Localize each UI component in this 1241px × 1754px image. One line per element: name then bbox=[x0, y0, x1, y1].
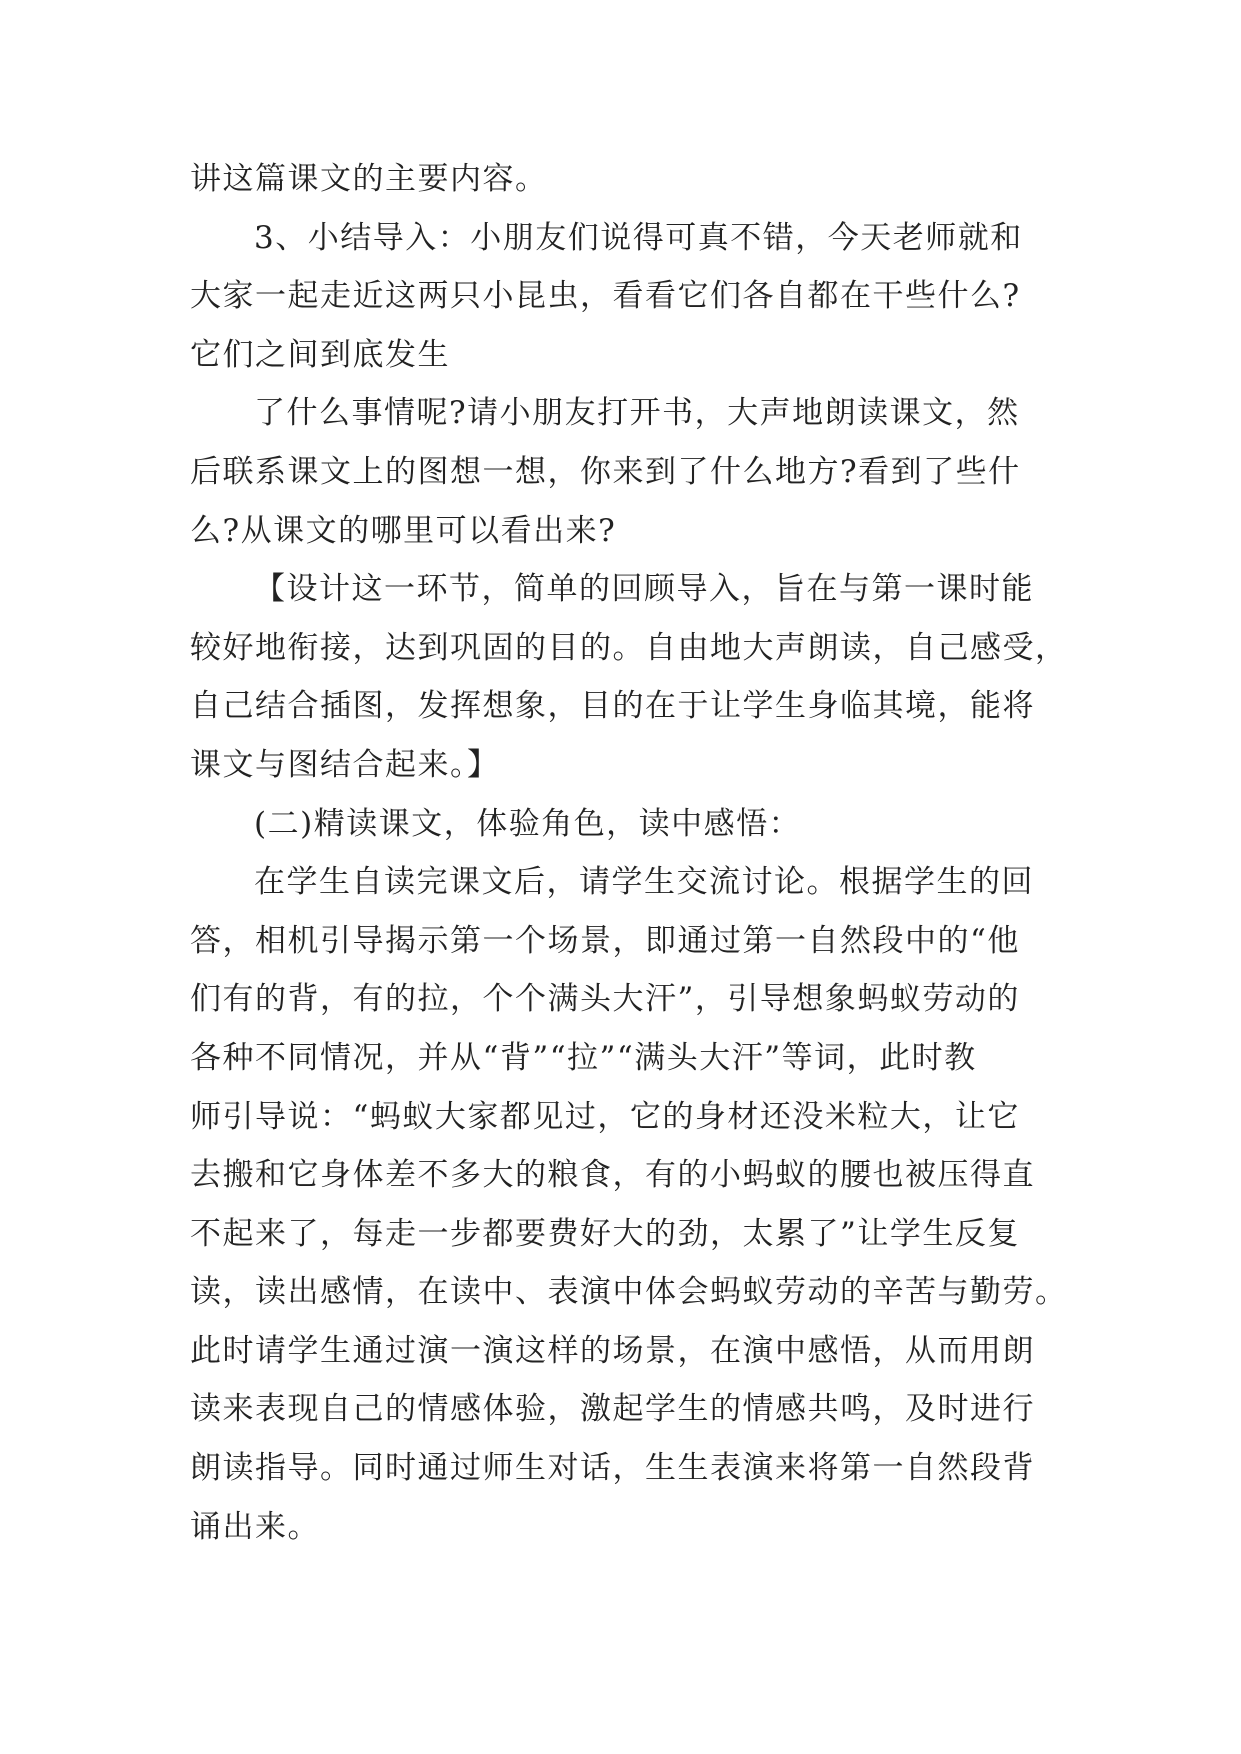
text-line: 各种不同情况，并从“背”“拉”“满头大汗”等词，此时教 bbox=[190, 1039, 977, 1076]
text-line: 它们之间到底发生 bbox=[190, 336, 450, 373]
text-line: (二)精读课文，体验角色，读中感悟： bbox=[254, 805, 802, 842]
text-line: 3、小结导入：小朋友们说得可真不错，今天老师就和 bbox=[254, 219, 1023, 256]
text-line: 师引导说：“蚂蚁大家都见过，它的身材还没米粒大，让它 bbox=[190, 1098, 1020, 1135]
text-line: 么?从课文的哪里可以看出来? bbox=[190, 512, 617, 549]
text-line: 了什么事情呢?请小朋友打开书，大声地朗读课文，然 bbox=[254, 395, 1020, 432]
text-line: 较好地衔接，达到巩固的目的。自由地大声朗读，自己感受， bbox=[190, 629, 1068, 666]
text-line: 课文与图结合起来。】 bbox=[190, 746, 500, 783]
document-page bbox=[190, 150, 1068, 1556]
text-line: 后联系课文上的图想一想，你来到了什么地方?看到了些什 bbox=[190, 453, 1021, 490]
text-line: 去搬和它身体差不多大的粮食，有的小蚂蚁的腰也被压得直 bbox=[190, 1157, 1035, 1194]
text-line: 朗读指导。同时通过师生对话，生生表演来将第一自然段背 bbox=[190, 1450, 1035, 1487]
text-line: 答，相机引导揭示第一个场景，即通过第一自然段中的“他 bbox=[190, 922, 1020, 959]
text-line: 在学生自读完课文后，请学生交流讨论。根据学生的回 bbox=[254, 864, 1034, 901]
text-line: 不起来了，每走一步都要费好大的劲，太累了”让学生反复 bbox=[190, 1215, 1020, 1252]
text-line: 们有的背，有的拉，个个满头大汗”，引导想象蚂蚁劳动的 bbox=[190, 981, 1020, 1018]
text-line: 自己结合插图，发挥想象，目的在于让学生身临其境，能将 bbox=[190, 688, 1035, 725]
text-line: 读，读出感情，在读中、表演中体会蚂蚁劳动的辛苦与勤劳。 bbox=[190, 1274, 1068, 1311]
text-line: 读来表现自己的情感体验，激起学生的情感共鸣，及时进行 bbox=[190, 1391, 1035, 1428]
text-line: 讲这篇课文的主要内容。 bbox=[190, 161, 548, 197]
text-line: 此时请学生通过演一演这样的场景，在演中感悟，从而用朗 bbox=[190, 1332, 1035, 1369]
text-line: 【设计这一环节，简单的回顾导入，旨在与第一课时能 bbox=[254, 571, 1034, 608]
text-line: 大家一起走近这两只小昆虫，看看它们各自都在干些什么? bbox=[190, 278, 1021, 315]
text-line: 诵出来。 bbox=[190, 1508, 320, 1545]
